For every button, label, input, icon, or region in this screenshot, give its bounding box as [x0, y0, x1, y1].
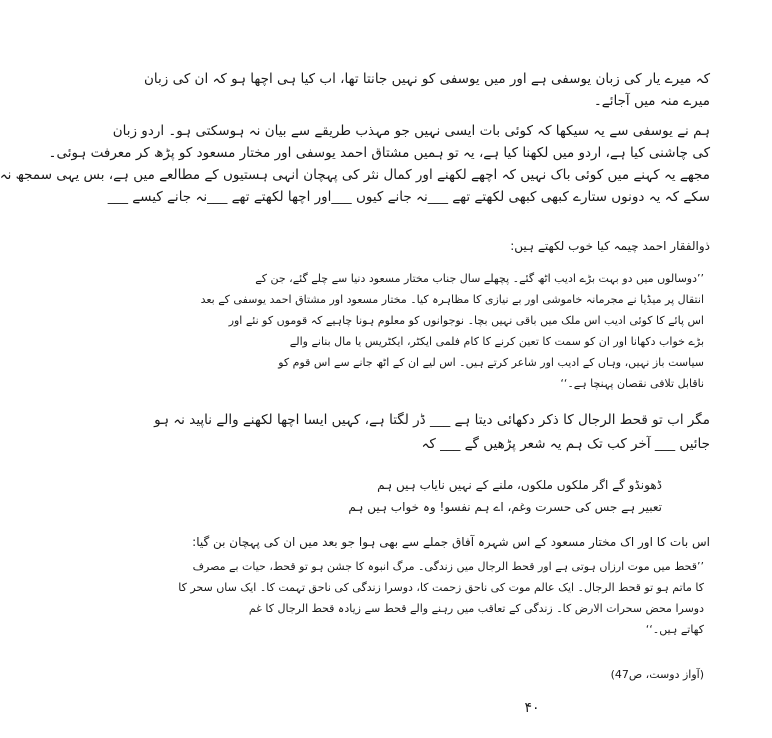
block-quote-1	[200, 268, 704, 394]
text-line: مجھے یہ کہنے میں کوئی باک نہیں کہ اچھے لکھنے اور کمال نثر کی پہچان انہی ہستیوں کے مطالعے میں ہے، بس یہی سمجھ نہ	[0, 167, 710, 183]
text-line: کہ میرے یار کی زبان یوسفی ہے اور میں یوسفی کو نہیں جانتا تھا، اب کیا ہی اچھا ہو کہ ان کی زبان	[143, 71, 710, 87]
paragraph-4	[154, 408, 710, 456]
paragraph-2	[0, 120, 710, 208]
quote-line: سیاست باز نہیں، وہاں کے ادیب اور شاعر کرتے ہیں۔ اس لیے ان کے اٹھ جانے سے اس قوم کو	[278, 356, 704, 369]
paragraph-1	[143, 68, 710, 112]
quote-intro-2	[192, 532, 710, 552]
quote-line: دوسرا محض سحرات الارض کا۔ زندگی کے تعاقب میں رہنے والے قحط سے زیادہ قحط الرجال کا غم	[248, 602, 704, 615]
quote-line: انتقال پر میڈیا نے مجرمانہ خاموشی اور بے نیازی کا مظاہرہ کیا۔ مختار مسعود اور مشتاق احمد یوسفی کے بعد	[200, 293, 704, 306]
text-line: جائیں ___ آخر کب تک ہم یہ شعر پڑھیں گے ___ کہ	[421, 436, 710, 452]
text-line: ہم نے یوسفی سے یہ سیکھا کہ کوئی بات ایسی نہیں جو مہذب طریقے سے بیان نہ ہوسکتی ہو۔ اردو زبان	[112, 123, 710, 139]
quote-source: (آواز دوست، ص47)	[610, 668, 704, 681]
quote-intro-1	[362, 236, 710, 256]
text-line: کی چاشنی کیا ہے، اردو میں لکھنا کیا ہے، یہ تو ہمیں مشتاق احمد یوسفی اور مختار مسعود کو پڑھ کر معرفت ہوئی۔	[48, 145, 710, 161]
text-line: مگر اب تو قحط الرجال کا ذکر دکھائی دیتا ہے ___ ڈر لگتا ہے، کہیں ایسا اچھا لکھنے والے ناپید نہ ہو	[154, 412, 710, 428]
quote-line: اس پائے کا کوئی ادیب اس ملک میں باقی نہیں بچا۔ نوجوانوں کو معلوم ہونا چاہیے کہ قوموں کو نئے اور	[228, 314, 704, 327]
text-line: میرے منہ میں آجائے۔	[593, 93, 710, 109]
quote-line: کھاتے ہیں۔‘‘	[645, 623, 704, 636]
text-line: ذوالفقار احمد چیمہ کیا خوب لکھتے ہیں:	[510, 239, 710, 253]
poem-couplet	[348, 474, 662, 518]
text-line: سکے کہ یہ دونوں ستارے کبھی کبھی لکھتے تھے ___نہ جانے کیوں ___اور اچھا لکھتے تھے ___نہ جانے کیسے ___	[107, 189, 710, 205]
quote-line: ’’قحط میں موت ارزاں ہوتی ہے اور قحط الرجال میں زندگی۔ مرگ انبوہ کا جشن ہو تو قحط، حیات بے مصرف	[192, 560, 704, 573]
quote-line: بڑے خواب دکھانا اور ان کو سمت کا تعین کرنے کا کام فلمی ایکٹر، ایکٹریس یا مال بنانے والے	[289, 335, 704, 348]
poem-line: ڈھونڈو گے اگر ملکوں ملکوں، ملنے کے نہیں نایاب ہیں ہم	[377, 478, 662, 492]
text-line: اس بات کا اور اک مختار مسعود کے اس شہرہ آفاق جملے سے بھی ہوا جو بعد میں ان کی پہچان بن گیا:	[192, 535, 710, 549]
block-quote-2	[178, 556, 704, 640]
quote-line: ’’دوسالوں میں دو بہت بڑے ادیب اٹھ گئے۔ پچھلے سال جناب مختار مسعود دنیا سے چلے گئے، جن کے	[255, 272, 704, 285]
poem-line: تعبیر ہے جس کی حسرت وغم، اے ہم نفسو! وہ خواب ہیں ہم	[348, 500, 662, 514]
page-number: ۴۰	[524, 700, 540, 716]
quote-line: کا ماتم ہو تو قحط الرجال۔ ایک عالم موت کی ناحق زحمت کا، دوسرا زندگی کی ناحق تہمت کا۔ ایک ساں سحر کا	[178, 581, 704, 594]
quote-line: ناقابل تلافی نقصان پہنچا ہے۔‘‘	[560, 377, 704, 390]
